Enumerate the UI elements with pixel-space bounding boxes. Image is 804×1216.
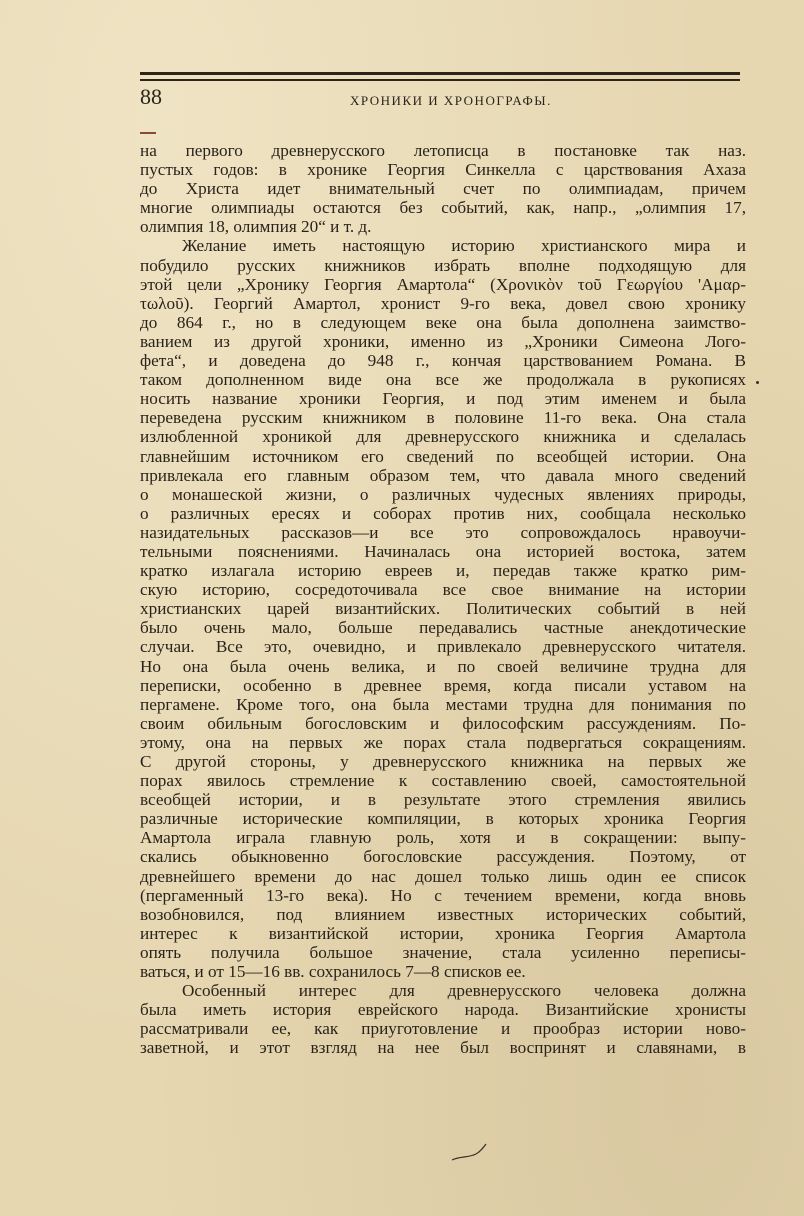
text-line: назидательных рассказов—и все это сопровождалось нравоучи-: [140, 522, 746, 542]
text-line: до 864 г., но в следующем веке она была дополнена заимство-: [140, 312, 746, 332]
text-line: главнейшим источником его сведений по всеобщей истории. Она: [140, 446, 746, 466]
paragraph-start-line: Желание иметь настоящую историю христианского мира и: [182, 236, 746, 256]
pencil-mark: [450, 1142, 490, 1164]
text-line: скую историю, сосредоточивала все свое внимание на истории: [140, 580, 746, 600]
text-line: этой цели „Хронику Георгия Амартола“ (Χρονικὸν τοῦ Γεωργίου 'Αμαρ-: [140, 274, 746, 294]
text-line: носить название хроники Георгия, и под этим именем и была: [140, 389, 746, 409]
text-line: заветной, и этот взгляд на нее был воспринят и славянами, в: [140, 1038, 746, 1058]
text-line: порах явилось стремление к составлению своей, самостоятельной: [140, 771, 746, 791]
text-line: этому, она на первых же порах стала подвергаться сокращениям.: [140, 732, 746, 752]
text-line: своим обильным богословским и философским рассуждениям. По-: [140, 713, 746, 733]
text-line: было очень мало, больше передавались частные анекдотические: [140, 618, 746, 638]
text-line: христианских царей византийских. Политических событий в ней: [140, 599, 746, 619]
text-line: о различных ересях и соборах против них, сообщала несколько: [140, 503, 746, 523]
text-line: возобновился, под влиянием известных исторических событий,: [140, 904, 746, 924]
text-line: многие олимпиады остаются без событий, как, напр., „олимпия 17,: [140, 198, 746, 218]
text-line: таком дополненном виде она все же продолжала в рукописях: [140, 370, 746, 390]
margin-dash-mark: [140, 132, 156, 134]
text-line: интерес к византийской истории, хроника Георгия Амартола: [140, 923, 746, 943]
text-line: (пергаменный 13-го века). Но с течением времени, когда вновь: [140, 885, 746, 905]
text-line: пергамене. Кроме того, она была местами трудна для понимания по: [140, 694, 746, 714]
text-line: тельными пояснениями. Начиналась она историей востока, затем: [140, 541, 746, 561]
text-line: привлекала его главным образом тем, что давала много сведений: [140, 465, 746, 485]
text-line: ваться, и от 15—16 вв. сохранилось 7—8 списков ее.: [140, 962, 526, 982]
header-rule-thick: [140, 72, 740, 75]
text-line: рассматривали ее, как приуготовление и прообраз истории ново-: [140, 1019, 746, 1039]
text-line: переписки, особенно в древнее время, когда писали уставом на: [140, 675, 746, 695]
text-line: до Христа идет внимательный счет по олимпиадам, причем: [140, 179, 746, 199]
text-line: всеобщей истории, и в результате этого стремления явились: [140, 790, 746, 810]
text-line: о монашеской жизни, о различных чудесных явлениях природы,: [140, 484, 746, 504]
text-line: опять получила большое значение, стала усиленно переписы-: [140, 942, 746, 962]
text-line: была иметь история еврейского народа. Византийские хронисты: [140, 1000, 746, 1020]
text-line: олимпия 18, олимпия 20“ и т. д.: [140, 217, 372, 237]
text-line: пустых годов: в хронике Георгия Синкелла с царствования Ахаза: [140, 160, 746, 180]
body-text: [140, 141, 746, 1058]
margin-dot-mark: [756, 381, 759, 384]
text-line: τωλοῦ). Георгий Амартол, хронист 9-го века, довел свою хронику: [140, 293, 746, 313]
text-line: Но она была очень велика, и по своей величине трудна для: [140, 656, 746, 676]
text-line: излюбленной хроникой для древнерусского книжника и сделалась: [140, 427, 746, 447]
text-line: различные исторические компиляции, в которых хроника Георгия: [140, 809, 746, 829]
text-line: ванием из другой хроники, именно из „Хроники Симеона Лого-: [140, 331, 746, 351]
paragraph-start-line: Особенный интерес для древнерусского человека должна: [182, 981, 746, 1001]
text-line: Амартола играла главную роль, хотя и в сокращении: выпу-: [140, 828, 746, 848]
text-line: древнейшего времени до нас дошел только лишь один ее список: [140, 866, 746, 886]
text-line: случаи. Все это, очевидно, и привлекало древнерусского читателя.: [140, 637, 746, 657]
header-rule-thin: [140, 79, 740, 81]
text-line: скались обыкновенно богословские рассуждения. Поэтому, от: [140, 847, 746, 867]
text-line: С другой стороны, у древнерусского книжника на первых же: [140, 752, 746, 771]
text-line: фета“, и доведена до 948 г., кончая царствованием Романа. В: [140, 351, 746, 371]
running-title: ХРОНИКИ И ХРОНОГРАФЫ.: [350, 93, 552, 108]
text-line: на первого древнерусского летописца в постановке так наз.: [140, 141, 746, 160]
text-line: переведена русским книжником в половине 11-го века. Она стала: [140, 408, 746, 428]
page-number: 88: [140, 84, 162, 109]
text-line: кратко излагала историю евреев и, передав также кратко рим-: [140, 561, 746, 581]
text-line: побудило русских книжников избрать вполне подходящую для: [140, 255, 746, 275]
